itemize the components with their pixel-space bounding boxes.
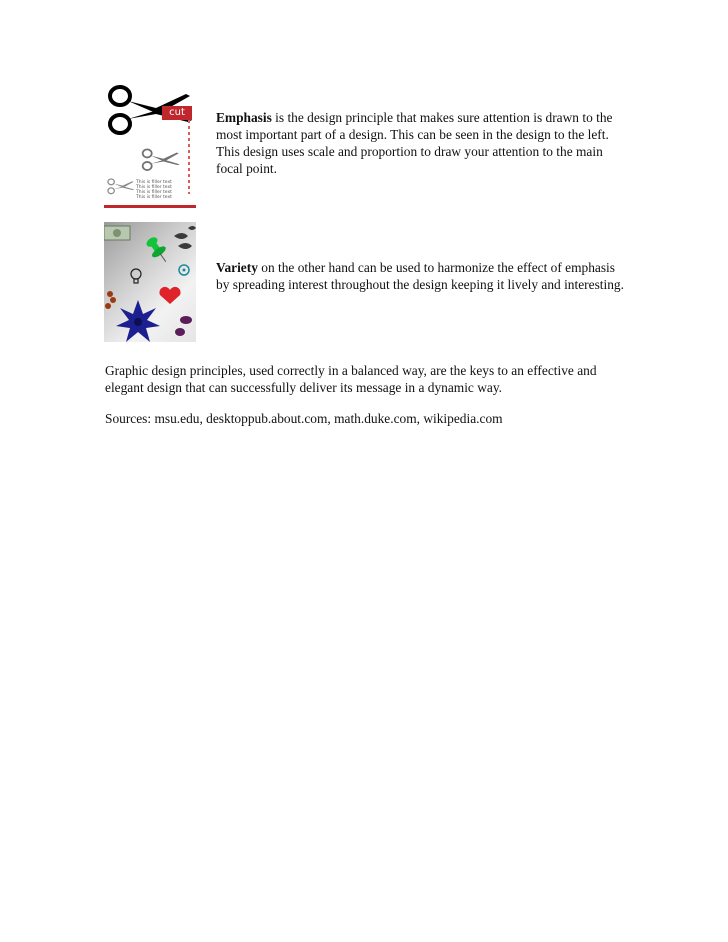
variety-illustration xyxy=(104,222,196,342)
variety-paragraph xyxy=(216,259,626,293)
pushpin-icon xyxy=(143,234,172,266)
sources-line: Sources: msu.edu, desktoppub.about.com, math.duke.com, wikipedia.com xyxy=(105,411,503,426)
variety-term: Variety xyxy=(216,260,258,275)
variety-collage xyxy=(104,222,196,342)
blob-icon xyxy=(175,316,192,336)
variety-text: on the other hand can be used to harmonize the effect of emphasis by spreading interest throughout the design keeping it lively and interesting. xyxy=(216,260,624,292)
heart-icon xyxy=(159,287,180,304)
emphasis-paragraph xyxy=(216,109,626,177)
coral-icon xyxy=(105,291,116,309)
dotted-cut-line xyxy=(188,120,190,194)
flower-icon xyxy=(116,300,160,342)
lightbulb-icon xyxy=(131,269,141,283)
red-rule xyxy=(104,205,196,208)
dollar-bill-icon xyxy=(104,226,130,240)
emphasis-text: is the design principle that makes sure attention is drawn to the most important part of a design. This can be seen in the design to the left. This design uses scale and proportion to draw your attention to the main focal point. xyxy=(216,110,613,176)
cut-tag: cut xyxy=(162,106,192,120)
filler-text-block: This is filler text This is filler text This is filler text This is filler text xyxy=(136,180,172,200)
emphasis-illustration xyxy=(104,84,196,208)
leaf-icon xyxy=(174,226,196,249)
emphasis-term: Emphasis xyxy=(216,110,272,125)
closing-paragraph: Graphic design principles, used correctly in a balanced way, are the keys to an effective and elegant design that can successfully deliver its message in a dynamic way. xyxy=(105,363,597,395)
target-icon xyxy=(179,265,189,275)
